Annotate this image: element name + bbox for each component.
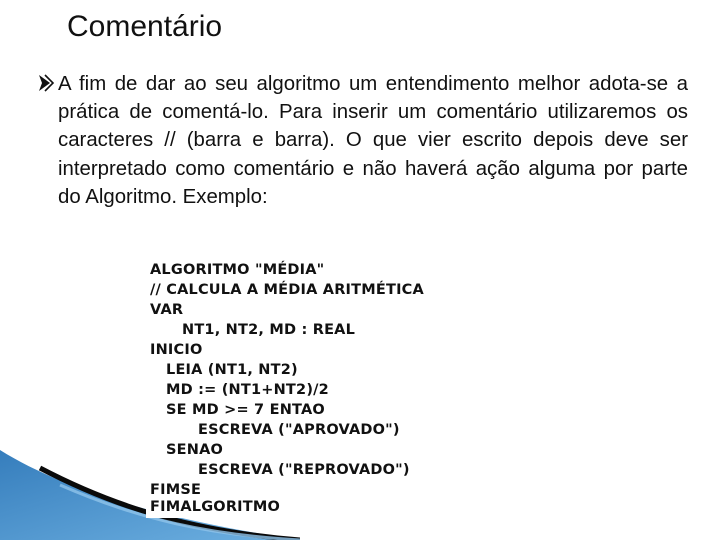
code-line: FIMALGORITMO <box>150 499 281 515</box>
code-line: // CALCULA A MÉDIA ARITMÉTICA <box>150 282 424 298</box>
slide-title: Comentário <box>67 10 223 43</box>
code-line: SENAO <box>166 442 224 458</box>
paragraph-text: A fim de dar ao seu algoritmo um entendimento melhor adota-se a prática de comentá-lo. Para inserir um comentário utilizaremos os caracteres // (barra e barra). O que vier escrito depois deve ser interpretado como comentário e não haverá ação alguma por parte do Algoritmo. Exemplo: <box>58 73 688 208</box>
code-line: ALGORITMO "MÉDIA" <box>150 262 325 278</box>
code-line: FIMSE <box>150 482 202 498</box>
bullet-paragraph <box>36 70 688 211</box>
code-line: LEIA (NT1, NT2) <box>166 362 298 378</box>
code-line: MD := (NT1+NT2)/2 <box>166 382 329 398</box>
arrow-bullet-icon <box>36 72 56 94</box>
code-line: INICIO <box>150 342 203 358</box>
code-line: VAR <box>150 302 184 318</box>
code-line: ESCREVA ("APROVADO") <box>198 422 400 438</box>
code-line: NT1, NT2, MD : REAL <box>182 322 356 338</box>
code-example-image <box>146 258 526 518</box>
code-line: ESCREVA ("REPROVADO") <box>198 462 410 478</box>
code-line: SE MD >= 7 ENTAO <box>166 402 325 418</box>
